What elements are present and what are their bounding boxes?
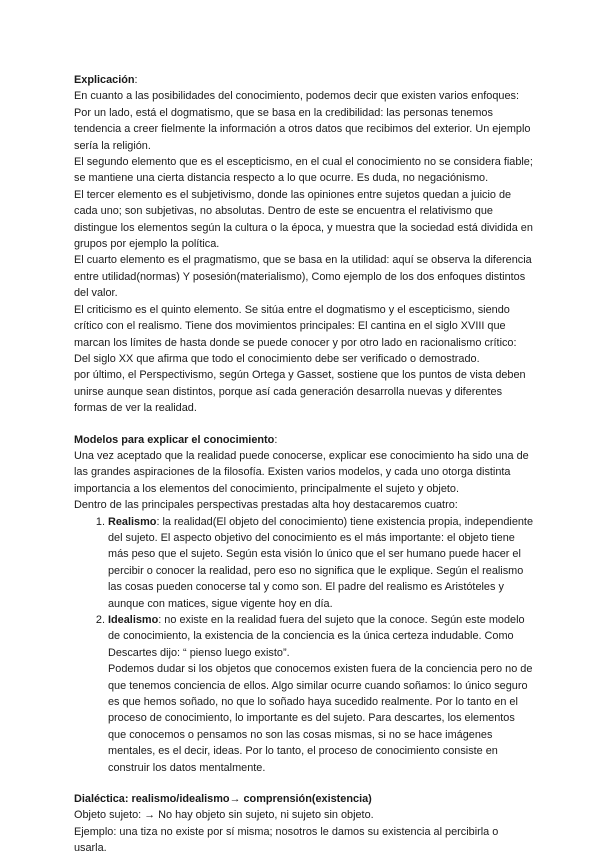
- modelos-heading-colon: :: [274, 433, 278, 446]
- idealismo-text-2: Podemos dudar si los objetos que conocemos existen fuera de la conciencia pero no de que tenemos conciencia de ellos. Algo similar ocurre cuando soñamos: lo único seguro es que hemos soñado, no que lo soñado haya sucedido realmente. Por lo tanto en el proceso de conocimiento, lo importante es del sujeto. Para descartes, los elementos que conocemos o pensamos no son las cosas mismas, si no se hace imágenes mentales, es el decir, ideas. Por lo tanto, el proceso de conocimiento consiste en construir los datos mentalmente.: [108, 663, 533, 774]
- modelos-intro-2: Dentro de las principales perspectivas prestadas alta hoy destacaremos cuatro:: [74, 499, 458, 512]
- explicacion-paragraph-5: El cuarto elemento es el pragmatismo, que se basa en la utilidad: aquí se observa la diferencia entre utilidad(normas) Y posesión(materialismo), Como ejemplo de los dos enfoques distintos del valor.: [74, 254, 532, 300]
- idealismo-text: : no existe en la realidad fuera del sujeto que la conoce. Según este modelo de conocimiento, la existencia de la conciencia es la única certeza indudable. Como Descartes dijo: “ pienso luego existo”.: [108, 614, 525, 659]
- document-page: [74, 72, 534, 857]
- explicacion-paragraph-6: El criticismo es el quinto elemento. Se sitúa entre el dogmatismo y el escepticismo, siendo crítico con el realismo. Tiene dos movimientos principales: El cantina en el siglo XVIII que marcan los límites de hasta donde se puede conocer y por otro lado en racionalismo crítico:: [74, 303, 517, 349]
- list-item-idealismo: [108, 612, 534, 776]
- explicacion-paragraph-3: El segundo elemento que es el escepticismo, en el cual el conocimiento no se considera fiable; se mantiene una cierta distancia respecto a lo que ocurre. Es duda, no negaciónismo.: [74, 156, 533, 185]
- explicacion-heading: Explicación: [74, 74, 135, 86]
- explicacion-paragraph-7: Del siglo XX que afirma que todo el conocimiento debe ser verificado o demostrado.: [74, 352, 480, 365]
- dialectica-section: [74, 791, 534, 857]
- explicacion-paragraph-8: por último, el Perspectivismo, según Ortega y Gasset, sostiene que los puntos de vista deben unirse aunque sean distintos, porque así cada generación desarrolla nuevas y diferentes formas de ver la realidad.: [74, 369, 526, 415]
- dialectica-line-2: Ejemplo: una tiza no existe por sí misma; nosotros le damos su existencia al percibirla o usarla.: [74, 825, 499, 855]
- explicacion-heading-line: [74, 72, 534, 88]
- modelos-heading: Modelos para explicar el conocimiento: [74, 433, 275, 446]
- explicacion-paragraph-4: El tercer elemento es el subjetivismo, donde las opiniones entre sujetos quedan a juicio de cada uno; son subjetivas, no absolutas. Dentro de este se encuentra el relativismo que distingue los elementos según la cultura o la época, y muestra que la sociedad está dividida en grupos por ejemplo la política.: [74, 188, 533, 251]
- explicacion-paragraph-2: Por un lado, está el dogmatismo, que se basa en la credibilidad: las personas tenemos tendencia a creer fielmente la información a otros datos que recibimos del exterior. Un ejemplo sería la religión.: [74, 106, 531, 152]
- term-realismo: Realismo: [108, 515, 157, 528]
- dialectica-heading: Dialéctica: realismo/idealismo→ comprensión(existencia): [74, 793, 372, 806]
- modelos-heading-line: [74, 432, 534, 448]
- realismo-text: : la realidad(El objeto del conocimiento) tiene existencia propia, independiente del sujeto. El aspecto objetivo del conocimiento es el más importante: el objeto tiene más peso que el sujeto. Según esta visión lo único que el ser humano puede hacer el percibir o conocer la realidad, pero eso no significa que le explique. Según el realismo las cosas pueden conocerse tal y como son. El padre del realismo es Aristóteles y aunque con matices, sigue vigente hoy en día.: [108, 515, 534, 610]
- modelos-section: [74, 432, 534, 777]
- explicacion-paragraph-1: En cuanto a las posibilidades del conocimiento, podemos decir que existen varios enfoques:: [74, 90, 519, 103]
- explicacion-heading-colon: :: [134, 74, 138, 86]
- list-item-realismo: [108, 514, 534, 612]
- dialectica-line-1: Objeto sujeto: → No hay objeto sin sujeto, ni sujeto sin objeto.: [74, 809, 374, 822]
- modelos-list: [74, 514, 534, 777]
- modelos-intro: Una vez aceptado que la realidad puede conocerse, explicar ese conocimiento ha sido una de las grandes aspiraciones de la filosofía. Existen varios modelos, y cada uno otorga distinta importancia a los elementos del conocimiento, principalmente el sujeto y objeto.: [74, 449, 529, 495]
- term-idealismo: Idealismo: [108, 614, 159, 626]
